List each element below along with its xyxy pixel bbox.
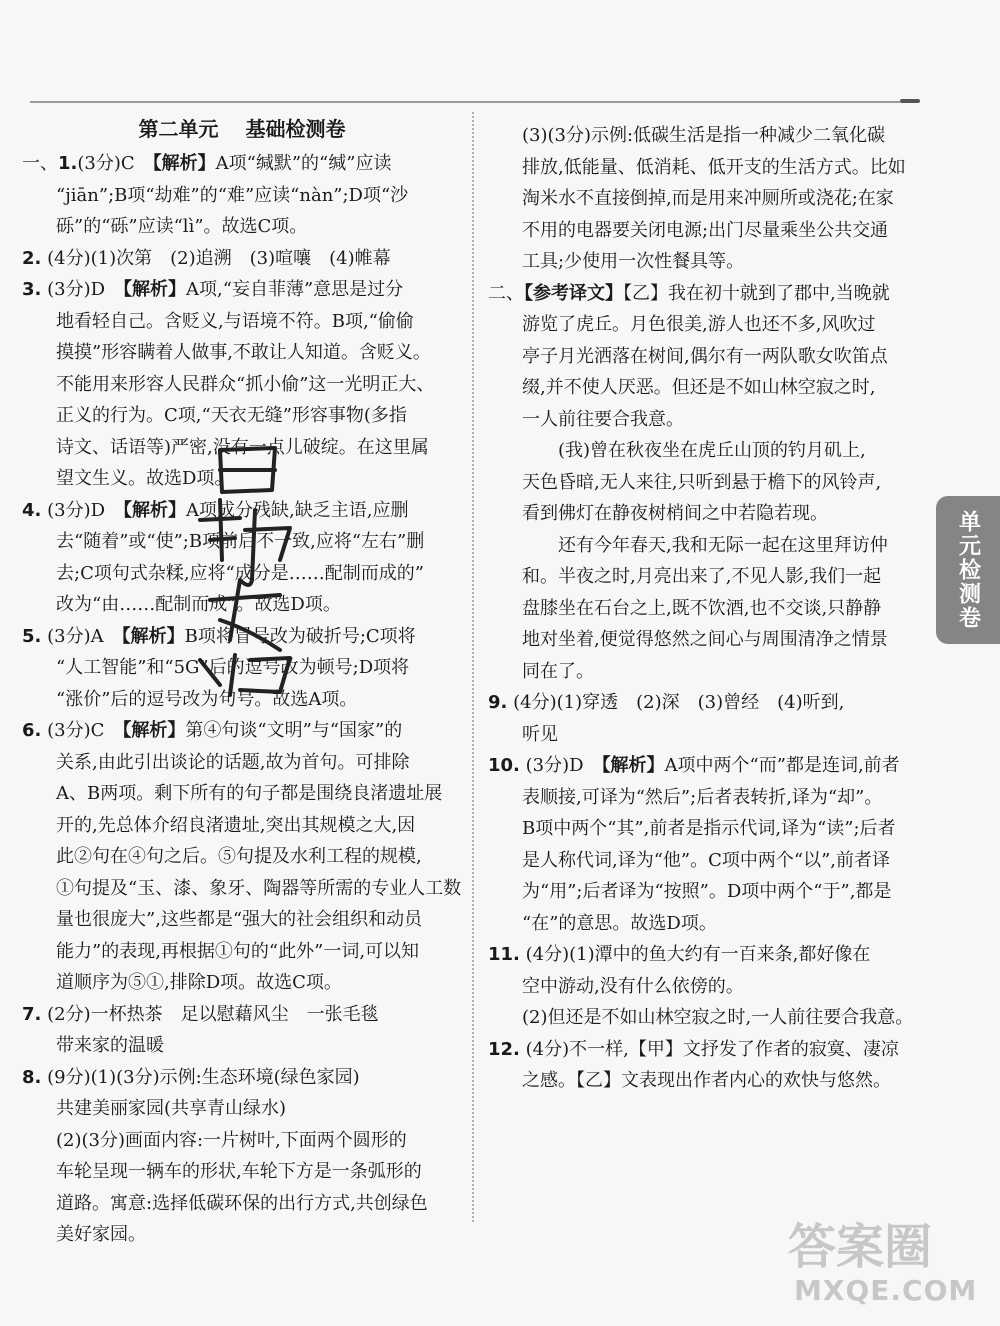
text-line: 之感。【乙】文表现出作者内心的欢快与悠然。 bbox=[522, 1070, 891, 1091]
text-line: (3)(3分)示例:低碳生活是指一种减少二氧化碳 bbox=[522, 125, 886, 146]
text-line: 空中游动,没有什么依傍的。 bbox=[522, 975, 744, 997]
text-line: “涨价”后的逗号改为句号。故选A项。 bbox=[56, 688, 358, 710]
text-line: 诗文、话语等)严密,没有一点儿破绽。在这里属 bbox=[56, 436, 429, 458]
analysis-tag: 【解析】 bbox=[122, 720, 186, 741]
question-10 bbox=[488, 750, 930, 782]
text-line: B项将冒号改为破折号;C项将 bbox=[184, 625, 416, 647]
top-rule-end bbox=[900, 99, 920, 103]
text-line: 还有今年春天,我和无际一起在这里拜访仲 bbox=[558, 534, 888, 556]
question-number: 6. bbox=[22, 720, 42, 741]
text-line: 同在了。 bbox=[522, 660, 594, 682]
question-number: 4. bbox=[22, 499, 42, 521]
text-line: (4分)(1)潭中的鱼大约有一百来条,都好像在 bbox=[525, 944, 871, 965]
question-number: 11. bbox=[488, 944, 520, 965]
column-divider bbox=[472, 112, 474, 1222]
question-number: 12. bbox=[488, 1038, 520, 1060]
text-line: 不用的电器要关闭电源;出门尽量乘坐公共交通 bbox=[522, 219, 889, 241]
text-line: 缀,并不使人厌恶。但还是不如山林空寂之时, bbox=[522, 377, 876, 398]
page-title bbox=[22, 114, 462, 144]
question-3 bbox=[22, 274, 462, 306]
text-line: 看到佛灯在静夜树梢间之中若隐若现。 bbox=[522, 503, 828, 524]
analysis-tag: 【解析】 bbox=[152, 153, 216, 174]
analysis-tag: 【解析】 bbox=[123, 499, 187, 521]
text-line: (4分)(1)穿透 (2)深 (3)曾经 (4)听到, bbox=[513, 692, 845, 713]
text-line: 【乙】我在初十就到了郡中,当晚就 bbox=[623, 282, 890, 304]
text-line: “在”的意思。故选D项。 bbox=[522, 912, 717, 934]
analysis-tag: 【解析】 bbox=[123, 279, 187, 300]
text-line: 工具;少使用一次性餐具等。 bbox=[522, 251, 745, 272]
analysis-tag: 【解析】 bbox=[601, 755, 665, 776]
watermark-text: 答案圈 bbox=[788, 1219, 933, 1275]
text-line: (我)曾在秋夜坐在虎丘山顶的钓月矶上, bbox=[558, 440, 866, 461]
unit-label: 第二单元 bbox=[138, 117, 219, 141]
text-line: 地看轻自己。含贬义,与语境不符。B项,“偷偷 bbox=[56, 310, 414, 332]
question-11 bbox=[488, 939, 930, 971]
answer-head: (3分)C bbox=[47, 720, 105, 741]
text-line: A项中两个“而”都是连词,前者 bbox=[664, 755, 900, 776]
analysis-tag: 【解析】 bbox=[121, 625, 185, 647]
text-line: A项,“妄自菲薄”意思是过分 bbox=[186, 279, 404, 300]
question-number: 9. bbox=[488, 692, 508, 713]
translation-tag: 【参考译文】 bbox=[524, 282, 623, 304]
text-line: (4分)(1)次第 (2)追溯 (3)喧嚷 (4)帷幕 bbox=[47, 247, 391, 269]
text-line: (2)(3分)画面内容:一片树叶,下面两个圆形的 bbox=[56, 1129, 407, 1151]
text-line: (9分)(1)(3分)示例:生态环境(绿色家园) bbox=[47, 1066, 360, 1088]
section-label: 一、 bbox=[22, 153, 58, 174]
text-line: 此②句在④句之后。⑤句提及水利工程的规模, bbox=[56, 846, 422, 867]
text-line: (2分)一杯热茶 足以慰藉风尘 一张毛毯 bbox=[47, 1003, 379, 1025]
answer-head: (3分)D bbox=[47, 499, 106, 521]
text-line: 道顺序为⑤①,排除D项。故选C项。 bbox=[56, 972, 342, 993]
answer-head: (3分)D bbox=[47, 279, 106, 300]
text-line: A、B两项。剩下所有的句子都是围绕良渚遗址展 bbox=[56, 783, 443, 804]
text-line: 去“随着”或“使”;B项前后不一致,应将“左右”删 bbox=[56, 531, 425, 552]
question-1 bbox=[22, 148, 462, 180]
text-line: 表顺接,可译为“然后”;后者表转折,译为“却”。 bbox=[522, 786, 883, 808]
text-line: 不能用来形容人民群众“抓小偷”这一光明正大、 bbox=[56, 373, 435, 395]
question-2 bbox=[22, 243, 462, 275]
question-number: 5. bbox=[22, 625, 42, 647]
text-line: 能力”的表现,再根据①句的“此外”一词,可以知 bbox=[56, 940, 420, 962]
side-tab-label: 单元检测卷 bbox=[955, 510, 981, 630]
text-line: 摸摸”形容瞒着人做事,不敢让人知道。含贬义。 bbox=[56, 342, 431, 363]
text-line: 开的,先总体介绍良渚遗址,突出其规模之大,因 bbox=[56, 814, 416, 836]
text-line: A项成分残缺,缺乏主语,应删 bbox=[186, 499, 409, 521]
text-line: 量也很庞大”,这些都是“强大的社会组织和动员 bbox=[56, 909, 423, 930]
text-line: 第④句谈“文明”与“国家”的 bbox=[185, 720, 403, 741]
question-number: 10. bbox=[488, 755, 520, 776]
text-line: 是人称代词,译为“他”。C项中两个“以”,前者译 bbox=[522, 849, 891, 871]
text-line: (2)但还是不如山林空寂之时,一人前往要合我意。 bbox=[522, 1007, 914, 1028]
question-number: 1. bbox=[58, 153, 78, 174]
question-8 bbox=[22, 1062, 462, 1094]
question-12 bbox=[488, 1034, 930, 1066]
watermark-url: MXQE.COM bbox=[794, 1274, 978, 1307]
text-line: 淘米水不直接倒掉,而是用来冲厕所或浇花;在家 bbox=[522, 188, 894, 209]
answer-head: (3分)D bbox=[525, 755, 584, 776]
text-line: 一人前往要合我意。 bbox=[522, 408, 684, 430]
text-line: (4分)不一样,【甲】文抒发了作者的寂寞、凄凉 bbox=[525, 1038, 899, 1060]
text-line: 道路。寓意:选择低碳环保的出行方式,共创绿色 bbox=[56, 1192, 428, 1214]
answer-head: (3分)A bbox=[47, 625, 104, 647]
question-9 bbox=[488, 687, 930, 719]
text-line: ①句提及“玉、漆、象牙、陶器等所需的专业人工数 bbox=[56, 877, 462, 899]
text-line: “jiān”;B项“劫难”的“难”应读“nàn”;D项“沙 bbox=[56, 184, 409, 206]
text-line: 地对坐着,便觉得悠然之间心与周围清净之情景 bbox=[522, 629, 888, 650]
text-line: 亭子月光洒落在树间,偶尔有一两队歌女吹笛点 bbox=[522, 345, 888, 367]
text-line: “人工智能”和“5G”后的逗号改为顿号;D项将 bbox=[56, 657, 410, 678]
text-line: 正义的行为。C项,“天衣无缝”形容事物(多指 bbox=[56, 405, 407, 426]
side-tab bbox=[936, 496, 1000, 644]
text-line: A项“缄默”的“缄”应读 bbox=[215, 153, 392, 174]
question-6 bbox=[22, 715, 462, 747]
text-line: 为“用”;后者译为“按照”。D项中两个“于”,都是 bbox=[522, 881, 892, 902]
text-line: 天色昏暗,无人来往,只听到悬于檐下的风铃声, bbox=[522, 471, 882, 493]
question-7 bbox=[22, 999, 462, 1031]
watermark bbox=[788, 1208, 988, 1318]
handwriting-scribble bbox=[180, 430, 320, 700]
text-line: 盘膝坐在石台之上,既不饮酒,也不交谈,只静静 bbox=[522, 597, 882, 619]
question-number: 7. bbox=[22, 1003, 42, 1025]
text-line: 车轮呈现一辆车的形状,车轮下方是一条弧形的 bbox=[56, 1161, 422, 1182]
question-number: 3. bbox=[22, 279, 42, 300]
text-line: 望文生义。故选D项。 bbox=[56, 468, 233, 489]
top-rule bbox=[30, 101, 900, 103]
text-line: B项中两个“其”,前者是指示代词,译为“读”;后者 bbox=[522, 818, 896, 839]
text-line: 听见 bbox=[522, 723, 558, 745]
text-line: 排放,低能量、低消耗、低开支的生活方式。比如 bbox=[522, 156, 906, 178]
right-column bbox=[488, 120, 930, 1097]
section-2 bbox=[488, 278, 930, 310]
text-line: 美好家园。 bbox=[56, 1224, 146, 1245]
text-line: 游览了虎丘。月色很美,游人也还不多,风吹过 bbox=[522, 314, 876, 335]
text-line: 共建美丽家园(共享青山绿水) bbox=[56, 1098, 287, 1119]
text-line: 和。半夜之时,月亮出来了,不见人影,我们一起 bbox=[522, 566, 882, 587]
unit-title: 基础检测卷 bbox=[245, 117, 346, 141]
text-line: 去;C项句式杂糅,应将“成分是……配制而成的” bbox=[56, 562, 424, 584]
answer-head: (3分)C bbox=[77, 153, 135, 174]
question-number: 8. bbox=[22, 1066, 42, 1088]
question-number: 2. bbox=[22, 247, 42, 269]
section-label: 二、 bbox=[488, 282, 524, 304]
text-line: 改为“由……配制而成”。故选D项。 bbox=[56, 594, 341, 615]
text-line: 带来家的温暖 bbox=[56, 1035, 164, 1056]
text-line: 关系,由此引出谈论的话题,故为首句。可排除 bbox=[56, 751, 410, 773]
text-line: 砾”的“砾”应读“lì”。故选C项。 bbox=[56, 216, 308, 237]
